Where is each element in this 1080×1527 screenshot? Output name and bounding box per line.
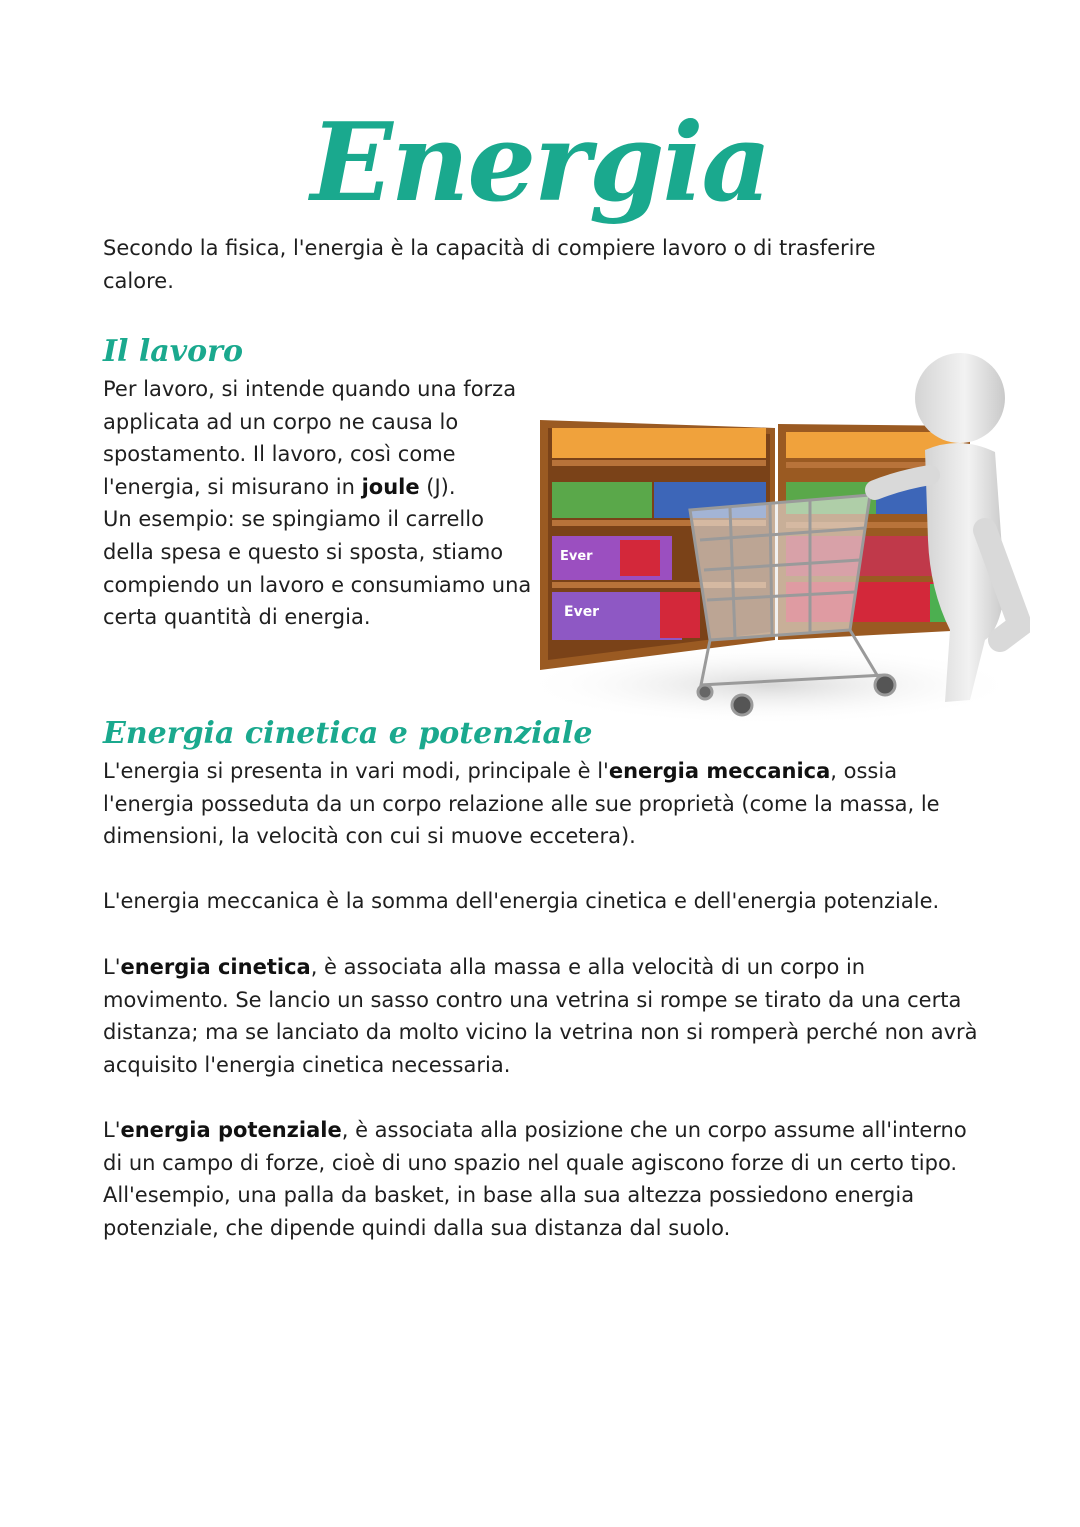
page-title: Energia (310, 100, 770, 226)
joule-term: joule (361, 474, 420, 499)
lavoro-example: Un esempio: se spingiamo il carrello della spesa e questo si sposta, stiamo compiendo un lavoro e consumiamo una certa quantità di energia. (103, 507, 532, 630)
cinetica-paragraph (103, 951, 983, 1081)
product-label: Ever (560, 549, 593, 564)
section-heading-lavoro: Il lavoro (103, 334, 243, 369)
energia-potenziale-term: energia potenziale (120, 1118, 342, 1142)
product-label: Ever (564, 604, 600, 620)
lavoro-paragraph (103, 373, 533, 634)
text-span: L' (103, 955, 121, 979)
lavoro-text-before: Per lavoro, si intende quando una forza applicata ad un corpo ne causa lo spostamento. Il lavoro, così come l'energia, si misurano in (103, 377, 517, 499)
potenziale-paragraph (103, 1114, 983, 1244)
somma-paragraph: L'energia meccanica è la somma dell'energia cinetica e dell'energia potenziale. (103, 889, 940, 913)
lavoro-text-after: (J). (419, 474, 456, 499)
text-span: L'energia si presenta in vari modi, principale è l' (103, 759, 609, 783)
text-span: , è associata alla posizione che un corpo assume all'interno di un campo di forze, cioè di uno spazio nel quale agiscono forze di un certo tipo. All'esempio, una palla da basket, in base alla sua altezza possiedono energia potenziale, che dipende quindi dalla sua distanza dal suolo. (103, 1118, 967, 1240)
energia-meccanica-term: energia meccanica (608, 759, 831, 783)
energia-cinetica-term: energia cinetica (120, 955, 311, 979)
section-heading-cinetica: Energia cinetica e potenziale (103, 716, 593, 751)
text-span: L' (103, 1118, 121, 1142)
meccanica-paragraph (103, 755, 983, 853)
text-span: , è associata alla massa e alla velocità di un corpo in movimento. Se lancio un sasso contro una vetrina si rompe se tirato da una certa distanza; ma se lanciato da molto vicino la vetrina non si romperà perché non avrà acquisito l'energia cinetica necessaria. (103, 955, 978, 1077)
text-span: , ossia l'energia posseduta da un corpo relazione alle sue proprietà (come la massa, le dimensioni, la velocità con cui si muove eccetera). (103, 759, 940, 849)
shopping-cart-illustration (530, 340, 1030, 730)
intro-paragraph: Secondo la fisica, l'energia è la capacità di compiere lavoro o di trasferire calore. (103, 236, 876, 293)
